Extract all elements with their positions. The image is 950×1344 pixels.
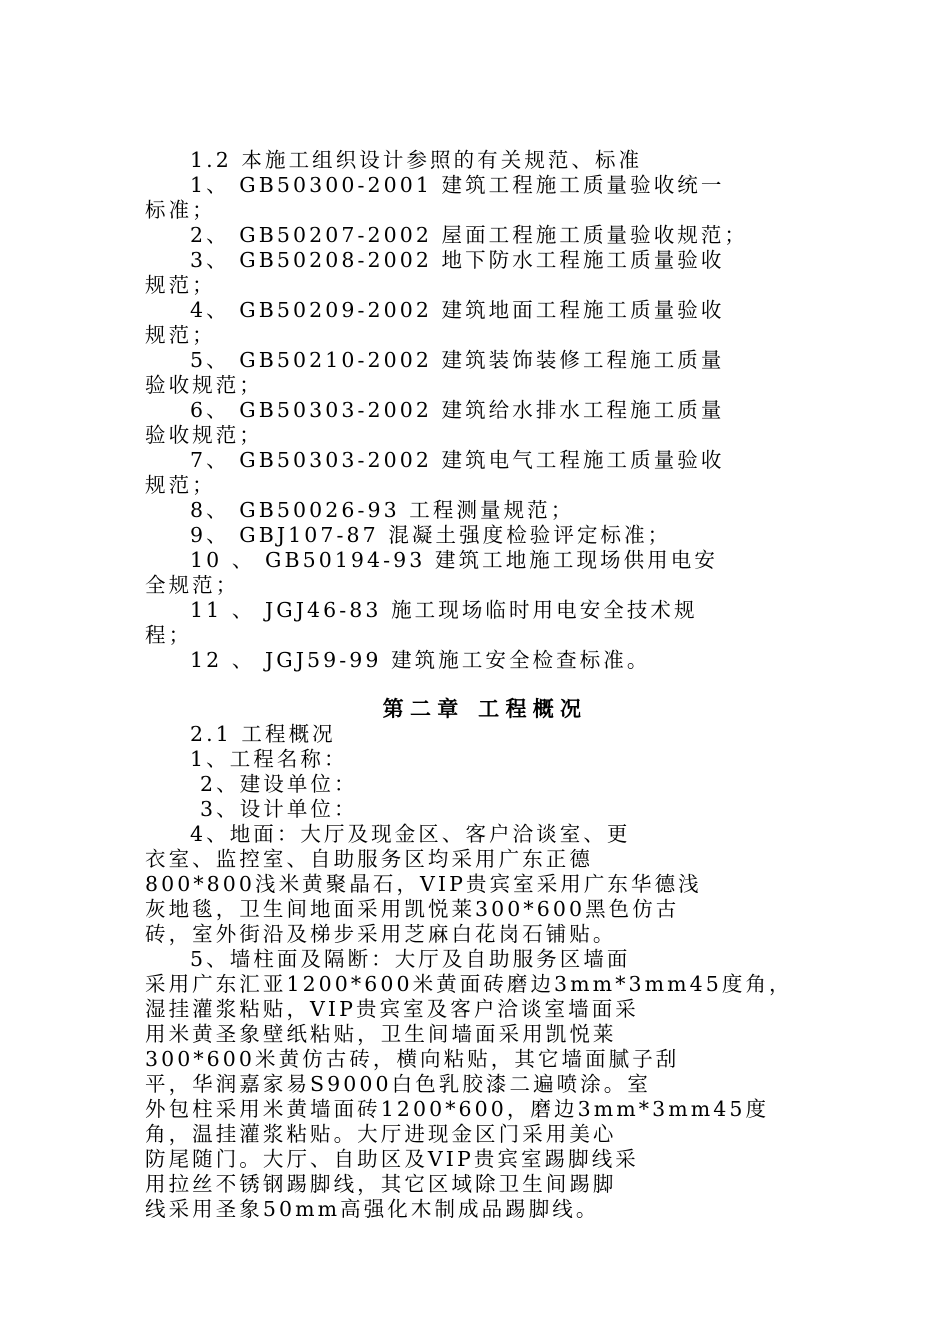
standard-line: 10 、 GB50194-93 建筑工地施工现场供用电安 xyxy=(190,548,718,572)
wall-paragraph-line: 用米黄圣象壁纸粘贴，卫生间墙面采用凯悦莱 xyxy=(145,1022,617,1046)
wall-paragraph-line: 湿挂灌浆粘贴，VIP贵宾室及客户洽谈室墙面采 xyxy=(145,997,639,1021)
standard-line: 规范； xyxy=(145,473,216,497)
standard-line: 4、 GB50209-2002 建筑地面工程施工质量验收 xyxy=(190,298,725,322)
standard-line: 全规范； xyxy=(145,573,240,597)
wall-paragraph-line: 平，华润嘉家易S9000白色乳胶漆二遍喷涂。室 xyxy=(145,1072,651,1096)
standard-line: 程； xyxy=(145,623,193,647)
standard-line: 8、 GB50026-93 工程测量规范； xyxy=(190,498,575,522)
standard-line: 9、 GBJ107-87 混凝土强度检验评定标准； xyxy=(190,523,672,547)
floor-paragraph-line: 灰地毯，卫生间地面采用凯悦莱300*600黑色仿古 xyxy=(145,897,680,921)
standard-line: 7、 GB50303-2002 建筑电气工程施工质量验收 xyxy=(190,448,725,472)
standard-line: 2、 GB50207-2002 屋面工程施工质量验收规范； xyxy=(190,223,749,247)
overview-item-designer: 3、设计单位： xyxy=(200,797,358,821)
standard-line: 5、 GB50210-2002 建筑装饰装修工程施工质量 xyxy=(190,348,725,372)
standard-line: 6、 GB50303-2002 建筑给水排水工程施工质量 xyxy=(190,398,725,422)
overview-item-builder: 2、建设单位： xyxy=(200,772,358,796)
wall-paragraph-line: 采用广东汇亚1200*600米黄面砖磨边3mm*3mm45度角， xyxy=(145,972,793,996)
floor-paragraph-line: 800*800浅米黄聚晶石，VIP贵宾室采用广东华德浅 xyxy=(145,872,702,896)
standard-line: 规范； xyxy=(145,273,216,297)
floor-paragraph-line: 4、地面：大厅及现金区、客户洽谈室、更 xyxy=(190,822,631,846)
overview-item-name: 1、工程名称： xyxy=(190,747,348,771)
standard-line: 验收规范； xyxy=(145,373,263,397)
wall-paragraph-line: 角，温挂灌浆粘贴。大厅进现金区门采用美心 xyxy=(145,1122,617,1146)
wall-paragraph-line: 防尾随门。大厅、自助区及VIP贵宾室踢脚线采 xyxy=(145,1147,639,1171)
standard-line: 3、 GB50208-2002 地下防水工程施工质量验收 xyxy=(190,248,725,272)
standard-line: 标准； xyxy=(145,198,216,222)
chapter-heading: 第二章 工程概况 xyxy=(382,697,588,721)
standard-line: 规范； xyxy=(145,323,216,347)
section-title-2-1: 2.1 工程概况 xyxy=(190,722,336,746)
standard-line: 12 、 JGJ59-99 建筑施工安全检查标准。 xyxy=(190,648,651,672)
wall-paragraph-line: 5、墙柱面及隔断：大厅及自助服务区墙面 xyxy=(190,947,631,971)
wall-paragraph-line: 线采用圣象50mm高强化木制成品踢脚线。 xyxy=(145,1197,600,1221)
wall-paragraph-line: 300*600米黄仿古砖，横向粘贴，其它墙面腻子刮 xyxy=(145,1047,680,1071)
wall-paragraph-line: 用拉丝不锈钢踢脚线，其它区域除卫生间踢脚 xyxy=(145,1172,617,1196)
standard-line: 11 、 JGJ46-83 施工现场临时用电安全技术规 xyxy=(190,598,698,622)
standard-line: 验收规范； xyxy=(145,423,263,447)
section-title-1-2: 1.2 本施工组织设计参照的有关规范、标准 xyxy=(190,148,643,172)
floor-paragraph-line: 衣室、监控室、自助服务区均采用广东正德 xyxy=(145,847,593,871)
standard-line: 1、 GB50300-2001 建筑工程施工质量验收统一 xyxy=(190,173,725,197)
floor-paragraph-line: 砖，室外街沿及梯步采用芝麻白花岗石铺贴。 xyxy=(145,922,617,946)
wall-paragraph-line: 外包柱采用米黄墙面砖1200*600，磨边3mm*3mm45度 xyxy=(145,1097,770,1121)
